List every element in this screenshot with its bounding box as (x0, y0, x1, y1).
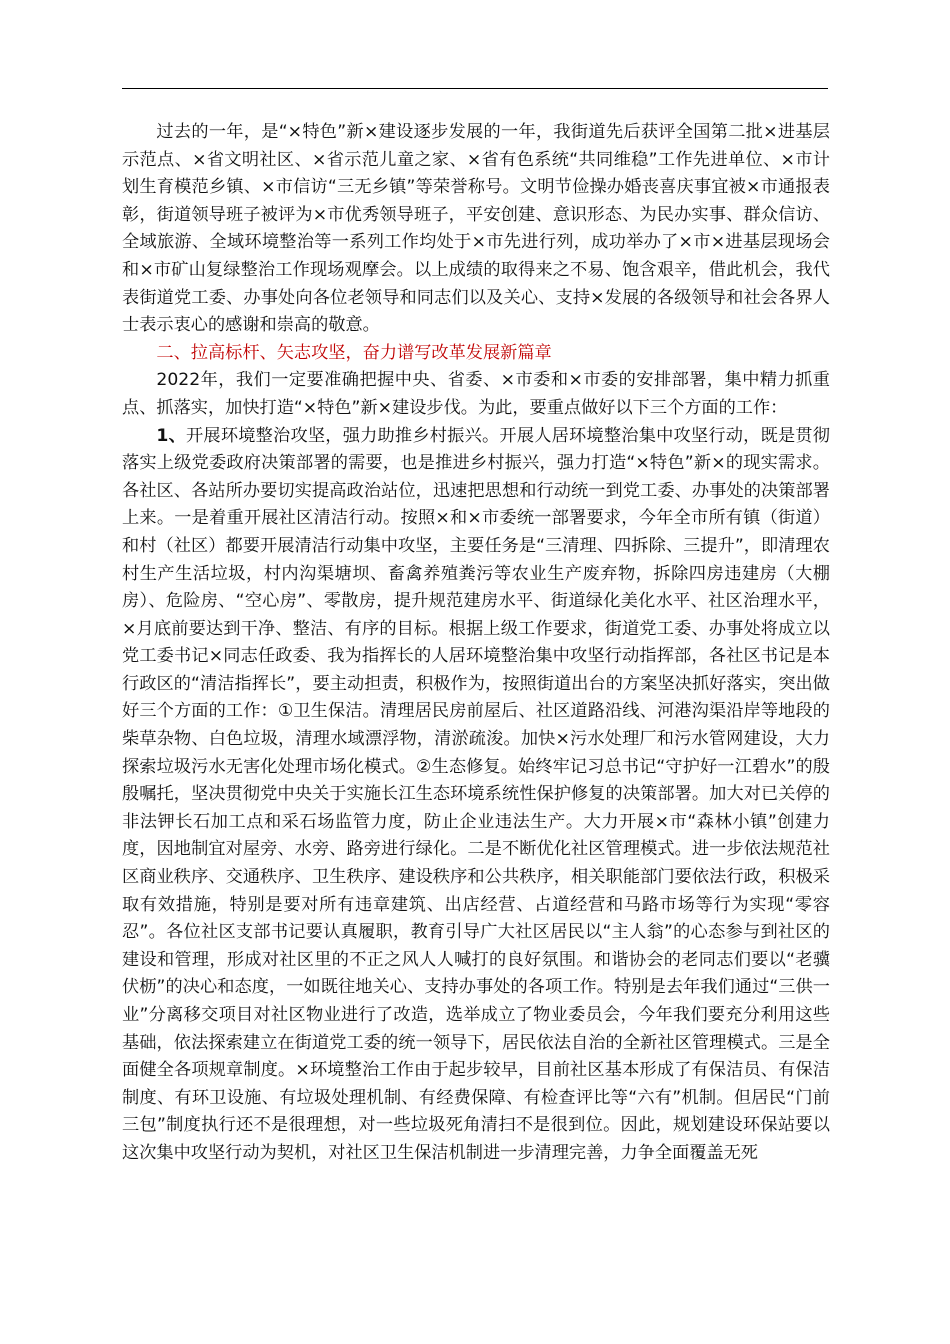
document-body (122, 119, 830, 1168)
body-paragraph: 2022年，我们一定要准确把握中央、省委、×市委和×市委的安排部署，集中精力抓重点、抓落实，加快打造“×特色”新×建设步伐。为此，要重点做好以下三个方面的工作： (122, 370, 830, 418)
list-item-paragraph (122, 423, 830, 1168)
item-text: 开展环境整治攻坚，强力助推乡村振兴。开展人居环境整治集中攻坚行动，既是贯彻落实上级党委政府决策部署的需要，也是推进乡村振兴，强力打造“×特色”新×的现实需求。各社区、各站所办要切实提高政治站位，迅速把思想和行动统一到党工委、办事处的决策部署上来。一是着重开展社区清洁行动。按照×和×市委统一部署要求，今年全市所有镇（街道）和村（社区）都要开展清洁行动集中攻坚，主要任务是“三清理、四拆除、三提升”，即清理农村生产生活垃圾，村内沟渠塘坝、畜禽养殖粪污等农业生产废弃物，拆除四房违建房（大棚房）、危险房、“空心房”、零散房，提升规范建房水平、街道绿化美化水平、社区治理水平，×月底前要达到干净、整洁、有序的目标。根据上级工作要求，街道党工委、办事处将成立以党工委书记×同志任政委、我为指挥长的人居环境整治集中攻坚行动指挥部，各社区书记是本行政区的“清洁指挥长”，要主动担责，积极作为，按照街道出台的方案坚决抓好落实，突出做好三个方面的工作：①卫生保洁。清理居民房前屋后、社区道路沿线、河港沟渠沿岸等地段的柴草杂物、白色垃圾，清理水域漂浮物，清淤疏浚。加快×污水处理厂和污水管网建设，大力探索垃圾污水无害化处理市场化模式。②生态修复。始终牢记习总书记“守护好一江碧水”的殷殷嘱托，坚决贯彻党中央关于实施长江生态环境系统性保护修复的决策部署。加大对已关停的非法钾长石加工点和采石场监管力度，防止企业违法生产。大力开展×市“森林小镇”创建力度，因地制宜对屋旁、水旁、路旁进行绿化。二是不断优化社区管理模式。进一步依法规范社区商业秩序、交通秩序、卫生秩序、建设秩序和公共秩序，相关职能部门要依法行政，积极采取有效措施，特别是要对所有违章建筑、出店经营、占道经营和马路市场等行为实现“零容忍”。各位社区支部书记要认真履职，教育引导广大社区居民以“主人翁”的心态参与到社区的建设和管理，形成对社区里的不正之风人人喊打的良好氛围。和谐协会的老同志们要以“老骥伏枥”的决心和态度，一如既往地关心、支持办事处的各项工作。特别是去年我们通过“三供一业”分离移交项目对社区物业进行了改造，选举成立了物业委员会，今年我们要充分利用这些基础，依法探索建立在街道党工委的统一领导下，居民依法自治的全新社区管理模式。三是全面健全各项规章制度。×环境整治工作由于起步较早，目前社区基本形成了有保洁员、有保洁制度、有环卫设施、有垃圾处理机制、有经费保障、有检查评比等“六有”机制。但居民“门前三包”制度执行还不是很理想，对一些垃圾死角清扫不是很到位。因此，规划建设环保站要以这次集中攻坚行动为契机，对社区卫生保洁机制进一步清理完善，力争全面覆盖无死 (122, 425, 830, 1163)
item-number: 1、 (156, 425, 186, 446)
section-heading: 二、拉高标杆、矢志攻坚，奋力谱写改革发展新篇章 (156, 342, 552, 363)
header-rule (122, 88, 828, 89)
body-paragraph: 过去的一年，是“×特色”新×建设逐步发展的一年，我街道先后获评全国第二批×进基层示范点、×省文明社区、×省示范儿童之家、×省有色系统“共同维稳”工作先进单位、×市计划生育模范乡镇、×市信访“三无乡镇”等荣誉称号。文明节俭操办婚丧喜庆事宜被×市通报表彰，街道领导班子被评为×市优秀领导班子，平安创建、意识形态、为民办实事、群众信访、全域旅游、全域环境整治等一系列工作均处于×市先进行列，成功举办了×市×进基层现场会和×市矿山复绿整治工作现场观摩会。以上成绩的取得来之不易、饱含艰辛，借此机会，我代表街道党工委、办事处向各位老领导和同志们以及关心、支持×发展的各级领导和社会各界人士表示衷心的感谢和崇高的敬意。 (122, 122, 830, 336)
